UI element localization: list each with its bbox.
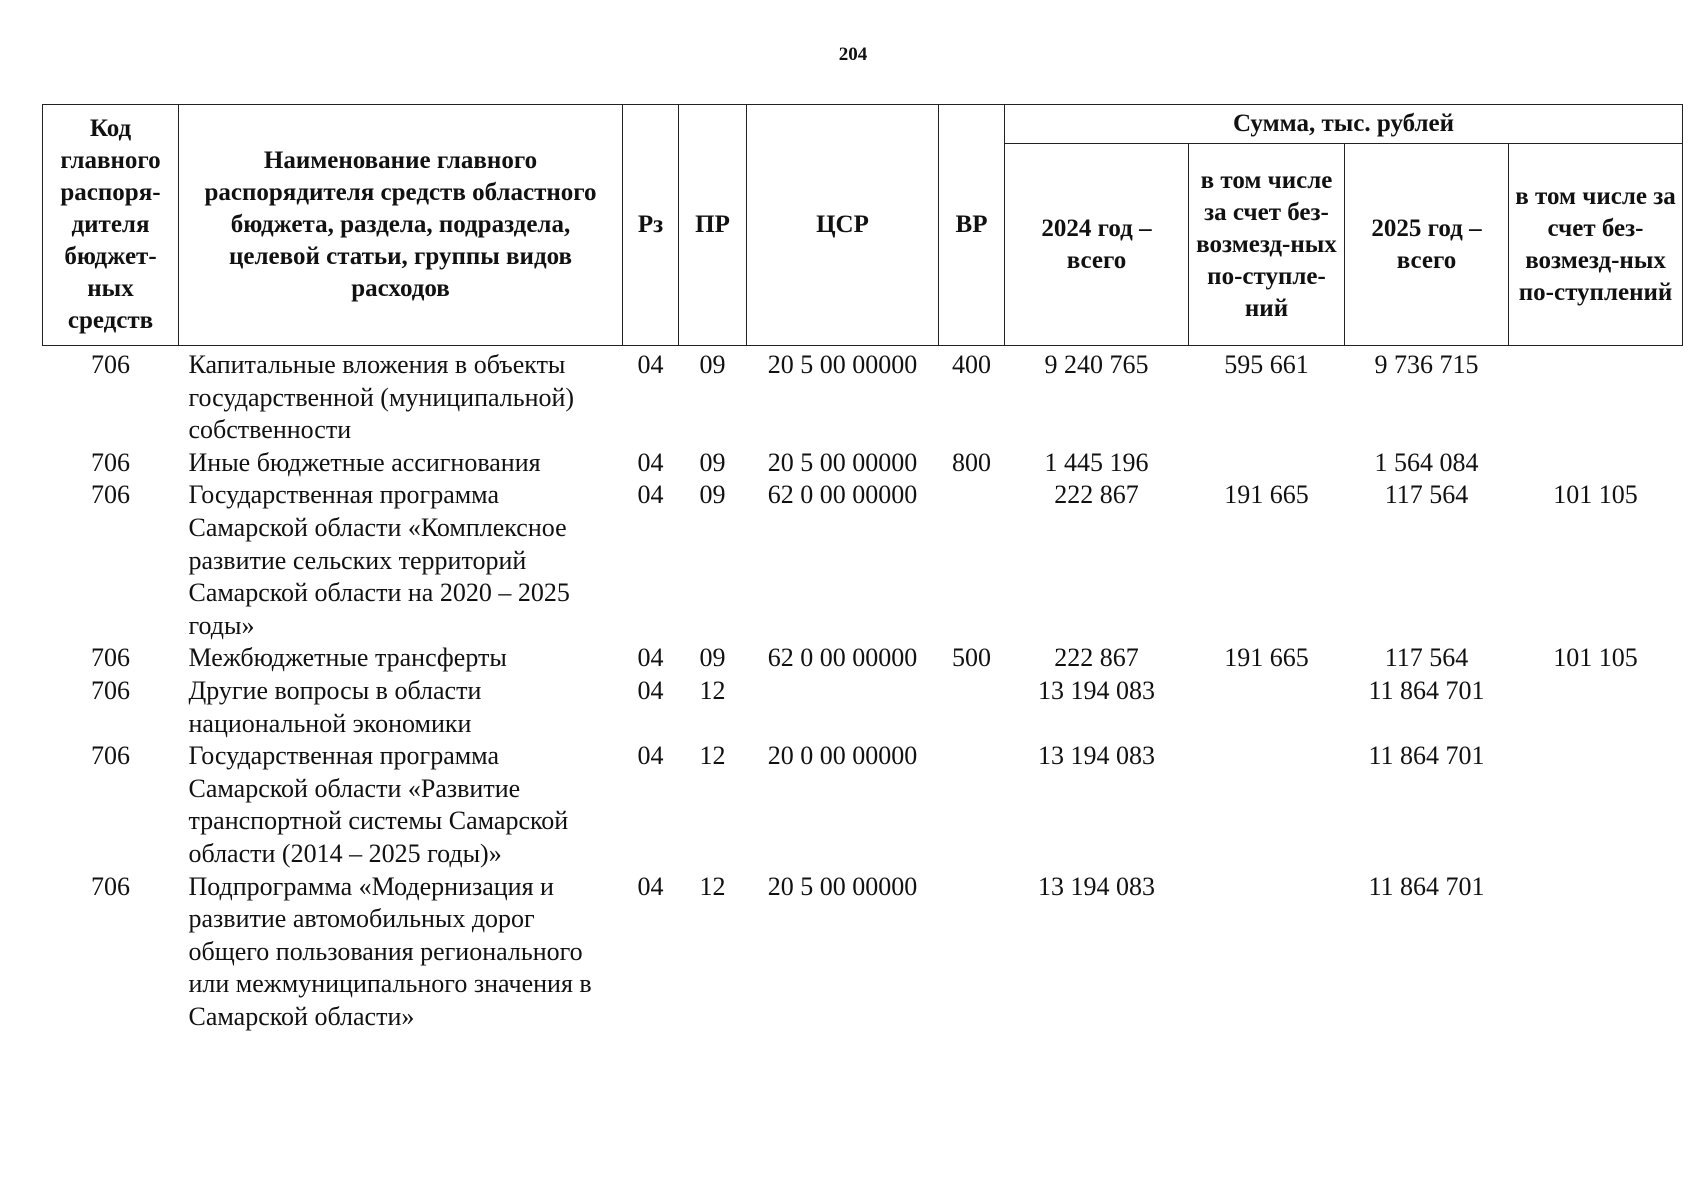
cell-2024-free [1189,675,1345,740]
page-number: 204 [838,44,868,65]
cell-2024-total: 13 194 083 [1038,741,1155,771]
cell-vr [939,740,1005,870]
header-rz: Рз [623,105,679,346]
cell-name: Межбюджетные трансферты [188,643,507,673]
cell-2025-total: 11 864 701 [1368,871,1485,901]
cell-pr: 09 [699,643,726,673]
cell-2024-free [1189,447,1345,480]
header-2024-total: 2024 год – всего [1005,144,1189,346]
budget-table [42,104,1683,1033]
cell-2024-free: 191 665 [1224,480,1309,510]
cell-2025-free [1509,740,1683,870]
cell-2025-free [1509,346,1683,447]
cell-2025-total: 11 864 701 [1368,741,1485,771]
header-pr: ПР [679,105,747,346]
cell-code: 706 [91,675,130,705]
cell-2025-total: 11 864 701 [1368,675,1485,705]
cell-rz: 04 [637,447,664,477]
cell-2025-free: 101 105 [1553,480,1638,510]
cell-code: 706 [91,643,130,673]
header-csr: ЦСР [747,105,939,346]
cell-name: Другие вопросы в области национальной экономики [188,675,482,738]
cell-csr: 20 0 00 00000 [767,741,918,771]
cell-rz: 04 [637,643,664,673]
cell-csr: 62 0 00 00000 [767,643,918,673]
cell-csr: 62 0 00 00000 [767,480,918,510]
cell-name: Подпрограмма «Модернизация и развитие автомобильных дорог общего пользования регионального или межмуниципального значения в Самарской области» [188,871,592,1031]
cell-2025-free [1509,871,1683,1034]
cell-csr: 20 5 00 00000 [767,447,918,477]
cell-vr [939,871,1005,1034]
cell-csr: 20 5 00 00000 [767,871,918,901]
cell-pr: 09 [699,447,726,477]
cell-2024-total: 13 194 083 [1038,871,1155,901]
header-2024-free: в том числе за счет без-возмезд-ных по-ступле-ний [1189,144,1345,346]
cell-rz: 04 [637,871,664,901]
table-row [43,871,1683,1034]
table-row [43,675,1683,740]
cell-2025-free [1509,675,1683,740]
header-2025-total: 2025 год – всего [1345,144,1509,346]
table-row [43,479,1683,642]
cell-name: Иные бюджетные ассигнования [188,447,541,477]
cell-2025-free: 101 105 [1553,643,1638,673]
cell-2024-free [1189,740,1345,870]
cell-pr: 12 [699,675,726,705]
table-row [43,642,1683,675]
cell-pr: 09 [699,350,726,379]
cell-vr [939,675,1005,740]
cell-vr: 400 [952,350,991,379]
cell-2024-total: 1 445 196 [1044,447,1149,477]
table-header [43,105,1683,346]
cell-rz: 04 [637,741,664,771]
cell-2024-total: 13 194 083 [1038,675,1155,705]
table-row [43,740,1683,870]
cell-code: 706 [91,447,130,477]
cell-rz: 04 [637,350,664,379]
header-code: Код главного распоря-дителя бюджет-ных средств [43,105,179,346]
cell-2024-free [1189,871,1345,1034]
table-row [43,447,1683,480]
cell-pr: 09 [699,480,726,510]
cell-csr: 20 5 00 00000 [767,350,918,379]
header-2025-free: в том числе за счет без-возмезд-ных по-ступлений [1509,144,1683,346]
cell-name: Капитальные вложения в объекты государственной (муниципальной) собственности [188,350,575,445]
cell-2025-total: 1 564 084 [1374,447,1479,477]
cell-2024-free: 191 665 [1224,643,1309,673]
cell-2025-free [1509,447,1683,480]
cell-vr [939,479,1005,642]
cell-pr: 12 [699,741,726,771]
table-body [43,346,1683,1034]
cell-2025-total: 117 564 [1384,643,1469,673]
cell-name: Государственная программа Самарской области «Комплексное развитие сельских территорий Самарской области на 2020 – 2025 годы» [188,480,570,640]
cell-vr: 800 [952,447,991,477]
cell-2024-total: 222 867 [1054,480,1139,510]
cell-code: 706 [91,871,130,901]
cell-2025-total: 9 736 715 [1374,350,1479,379]
header-sum-group: Сумма, тыс. рублей [1005,105,1683,144]
cell-code: 706 [91,741,130,771]
cell-pr: 12 [699,871,726,901]
cell-rz: 04 [637,675,664,705]
cell-2025-total: 117 564 [1384,480,1469,510]
cell-code: 706 [91,480,130,510]
cell-rz: 04 [637,480,664,510]
cell-2024-free: 595 661 [1224,350,1309,379]
table-row [43,346,1683,447]
cell-2024-total: 9 240 765 [1044,350,1149,379]
cell-2024-total: 222 867 [1054,643,1139,673]
header-name: Наименование главного распорядителя средств областного бюджета, раздела, подраздела, целевой статьи, группы видов расходов [179,105,623,346]
header-vr: ВР [939,105,1005,346]
cell-csr [747,675,939,740]
cell-name: Государственная программа Самарской области «Развитие транспортной системы Самарской области (2014 – 2025 годы)» [188,741,569,868]
cell-code: 706 [91,350,130,379]
cell-vr: 500 [952,643,991,673]
